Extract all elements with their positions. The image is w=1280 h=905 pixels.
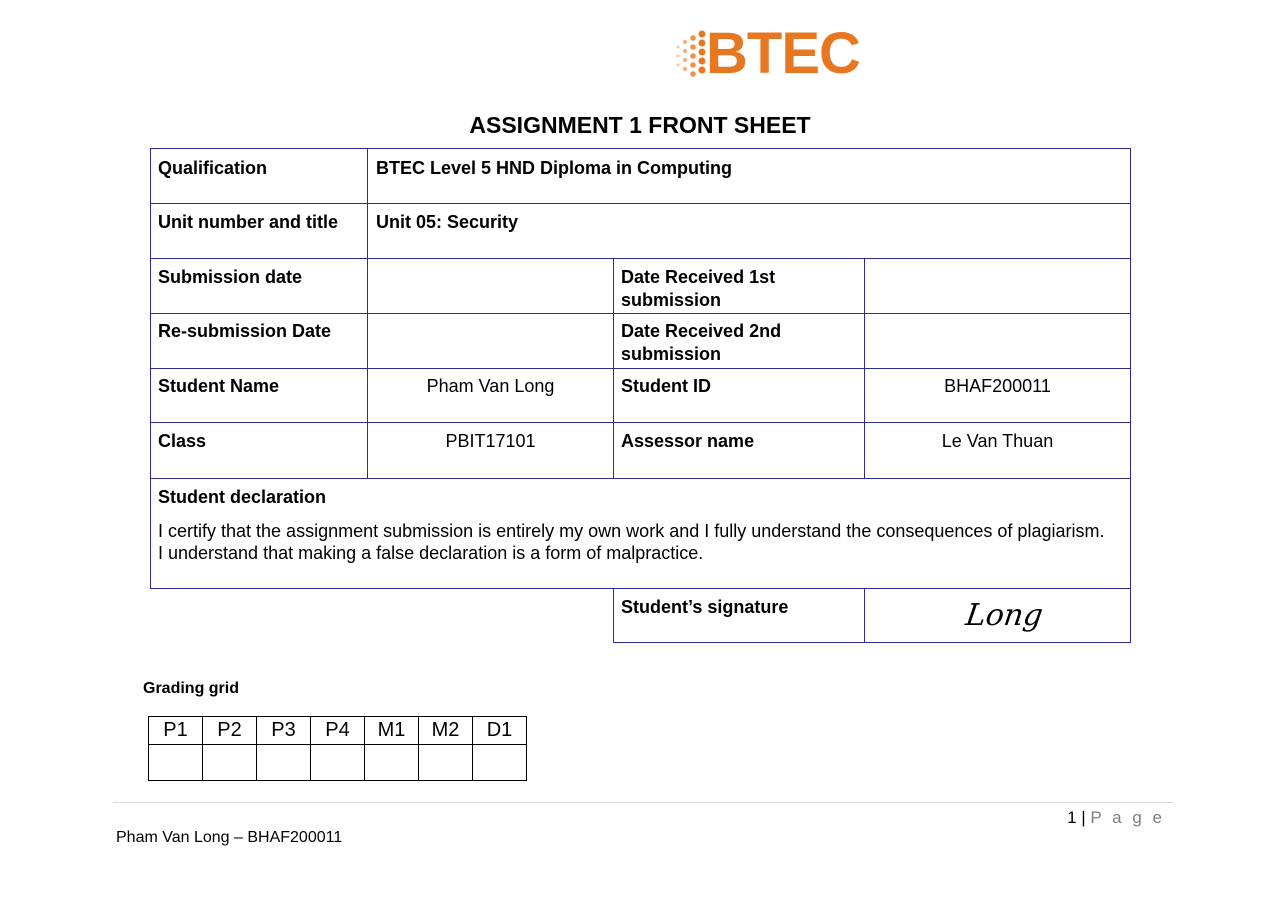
resubmission-value-cell[interactable] (367, 313, 614, 369)
class-value: PBIT17101 (445, 431, 536, 451)
grade-cell-p3[interactable] (257, 745, 311, 781)
grade-header-p1: P1 (149, 717, 203, 745)
student-id-label: Student ID (621, 376, 711, 396)
page-number-separator: | (1081, 808, 1086, 827)
grade-header-p4: P4 (311, 717, 365, 745)
submission-date-value-cell[interactable] (367, 258, 614, 314)
student-name-value: Pham Van Long (426, 376, 555, 396)
signature-label: Student’s signature (621, 597, 789, 617)
assessor-label: Assessor name (621, 431, 755, 451)
unit-label: Unit number and title (158, 212, 338, 232)
grade-header-p2: P2 (203, 717, 257, 745)
unit-value: Unit 05: Security (376, 212, 519, 232)
grade-header-m1: M1 (365, 717, 419, 745)
grading-grid (148, 716, 527, 781)
date-received-1-value-cell[interactable] (864, 258, 1131, 314)
grade-header-m2: M2 (419, 717, 473, 745)
grade-cell-p2[interactable] (203, 745, 257, 781)
student-id-value: BHAF200011 (944, 376, 1051, 396)
qualification-label: Qualification (158, 158, 268, 178)
date-received-1-label-b: submission (621, 290, 722, 310)
class-label: Class (158, 431, 207, 451)
btec-logo (672, 21, 860, 86)
qualification-value: BTEC Level 5 HND Diploma in Computing (376, 158, 733, 178)
page-number-value: 1 (1067, 808, 1077, 827)
logo-dots-icon (672, 28, 708, 80)
page-number (1067, 808, 1165, 828)
date-received-2-label-a: Date Received 2nd (621, 321, 782, 341)
declaration-label: Student declaration (158, 487, 327, 507)
student-name-label: Student Name (158, 376, 280, 396)
grade-header-d1: D1 (473, 717, 527, 745)
declaration-line-2: I understand that making a false declaration is a form of malpractice. (158, 543, 704, 563)
grade-cell-p4[interactable] (311, 745, 365, 781)
date-received-2-label-b: submission (621, 344, 722, 364)
grade-cell-p1[interactable] (149, 745, 203, 781)
grade-cell-m1[interactable] (365, 745, 419, 781)
grade-cell-d1[interactable] (473, 745, 527, 781)
declaration-text (158, 520, 1128, 564)
grade-cell-m2[interactable] (419, 745, 473, 781)
footer-divider (113, 802, 1173, 803)
footer-text: Pham Van Long – BHAF200011 (116, 829, 343, 846)
grade-header-p3: P3 (257, 717, 311, 745)
assessor-value: Le Van Thuan (941, 431, 1054, 451)
grading-grid-title: Grading grid (143, 680, 239, 697)
resubmission-label: Re-submission Date (158, 321, 332, 341)
date-received-2-value-cell[interactable] (864, 313, 1131, 369)
logo-text: BTEC (706, 21, 860, 86)
student-signature: Long (963, 598, 1045, 633)
page-number-label: P a g e (1090, 808, 1165, 827)
page-title: ASSIGNMENT 1 FRONT SHEET (469, 112, 811, 138)
date-received-1-label-a: Date Received 1st (621, 267, 776, 287)
declaration-line-1: I certify that the assignment submission is entirely my own work and I fully understand the consequences of plagiarism. (158, 521, 1105, 541)
submission-date-label: Submission date (158, 267, 303, 287)
